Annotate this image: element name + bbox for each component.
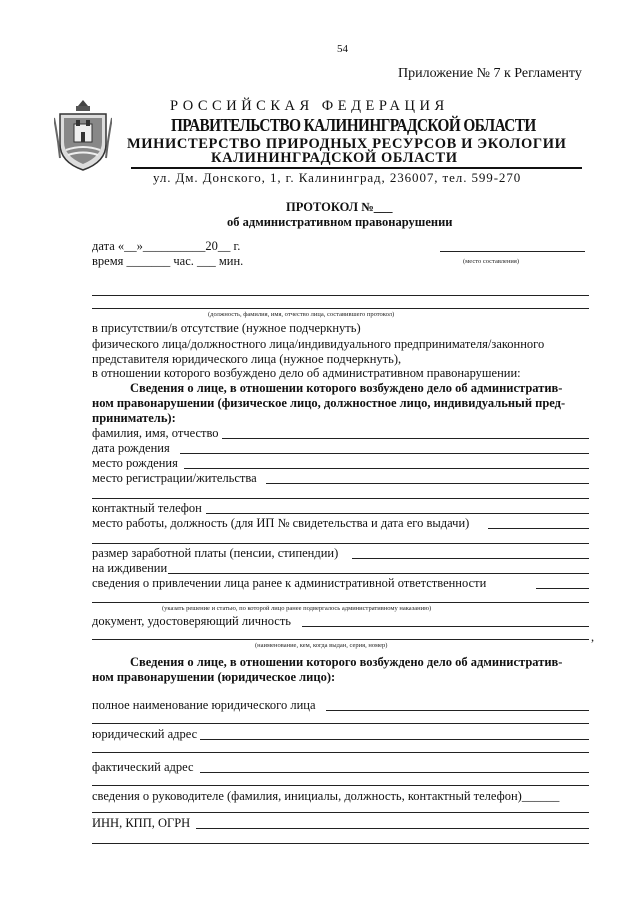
date-field[interactable]: дата «__»__________20__ г.	[92, 239, 241, 253]
presence-line-3: представителя юридического лица (нужное подчеркнуть),	[92, 352, 402, 366]
dependents-label: на иждивении	[92, 561, 168, 575]
document-input-2[interactable]	[92, 639, 589, 640]
full-name-input[interactable]	[326, 710, 589, 711]
prior-caption: (указать решение и статью, по которой лицо ранее подвергалось административному наказанию)	[162, 605, 432, 612]
document-label: документ, удостоверяющий личность	[92, 614, 292, 628]
work-label: место работы, должность (для ИП № свидетельства и дата его выдачи)	[92, 516, 470, 530]
legal-heading-1: Сведения о лице, в отношении которого возбуждено дело об административ-	[130, 655, 563, 669]
presence-line-2: физического лица/должностного лица/индивидуального предпринимателя/законного	[92, 337, 545, 351]
presence-line-1: в присутствии/в отсутствие (нужное подчеркнуть)	[92, 321, 361, 335]
legal-heading-2: ном правонарушении (юридическое лицо):	[92, 670, 336, 684]
page-number: 54	[337, 43, 348, 55]
work-input-2[interactable]	[92, 543, 589, 544]
tax-ids-label: ИНН, КПП, ОГРН	[92, 816, 191, 830]
prior-input-2[interactable]	[92, 602, 589, 603]
head-label: сведения о руководителе (фамилия, инициалы, должность, контактный телефон)______	[92, 789, 560, 803]
header-country: РОССИЙСКАЯ ФЕДЕРАЦИЯ	[170, 98, 449, 114]
official-line-1[interactable]	[92, 295, 589, 296]
tax-ids-input-2[interactable]	[92, 843, 589, 844]
full-name-label: полное наименование юридического лица	[92, 698, 316, 712]
place-caption: (место составления)	[463, 258, 520, 265]
header-rule	[131, 167, 582, 169]
fio-label: фамилия, имя, отчество	[92, 426, 219, 440]
person-heading-3: приниматель):	[92, 411, 176, 425]
person-heading-1: Сведения о лице, в отношении которого возбуждено дело об административ-	[130, 381, 563, 395]
place-line[interactable]	[440, 251, 585, 252]
coat-of-arms-emblem	[54, 98, 112, 172]
salary-input[interactable]	[352, 558, 589, 559]
legal-address-input-2[interactable]	[92, 752, 589, 753]
presence-line-4: в отношении которого возбуждено дело об административном правонарушении:	[92, 366, 521, 380]
registration-input-2[interactable]	[92, 498, 589, 499]
tax-ids-input[interactable]	[196, 828, 589, 829]
work-input[interactable]	[488, 528, 589, 529]
prior-label: сведения о привлечении лица ранее к административной ответственности	[92, 576, 487, 590]
protocol-title: ПРОТОКОЛ №___	[286, 200, 393, 214]
registration-input[interactable]	[266, 483, 589, 484]
fio-input[interactable]	[222, 438, 589, 439]
actual-address-label: фактический адрес	[92, 760, 194, 774]
phone-input[interactable]	[206, 513, 589, 514]
official-caption: (должность, фамилия, имя, отчество лица, составившего протокол)	[208, 311, 395, 318]
legal-address-input[interactable]	[200, 739, 589, 740]
header-government: ПРАВИТЕЛЬСТВО КАЛИНИНГРАДСКОЙ ОБЛАСТИ	[171, 115, 536, 135]
dependents-input[interactable]	[168, 573, 589, 574]
actual-address-input[interactable]	[200, 772, 589, 773]
full-name-input-2[interactable]	[92, 723, 589, 724]
official-line-2[interactable]	[92, 308, 589, 309]
header-ministry-line1: МИНИСТЕРСТВО ПРИРОДНЫХ РЕСУРСОВ И ЭКОЛОГИИ	[127, 136, 567, 152]
header-ministry-line2: КАЛИНИНГРАДСКОЙ ОБЛАСТИ	[211, 150, 458, 166]
head-input-2[interactable]	[92, 812, 589, 813]
document-comma: ,	[591, 630, 595, 644]
document-caption: (наименование, кем, когда выдан, серия, номер)	[255, 642, 388, 649]
salary-label: размер заработной платы (пенсии, стипендии)	[92, 546, 339, 560]
protocol-subtitle: об административном правонарушении	[227, 215, 453, 229]
legal-address-label: юридический адрес	[92, 727, 198, 741]
birth-place-input[interactable]	[184, 468, 589, 469]
birth-date-label: дата рождения	[92, 441, 170, 455]
actual-address-input-2[interactable]	[92, 785, 589, 786]
phone-label: контактный телефон	[92, 501, 202, 515]
document-input[interactable]	[302, 626, 589, 627]
time-field[interactable]: время _______ час. ___ мин.	[92, 254, 244, 268]
prior-input[interactable]	[536, 588, 589, 589]
birth-place-label: место рождения	[92, 456, 178, 470]
header-address: ул. Дм. Донского, 1, г. Калининград, 236007, тел. 599-270	[153, 170, 522, 185]
person-heading-2: ном правонарушении (физическое лицо, должностное лицо, индивидуальный пред-	[92, 396, 566, 410]
birth-date-input[interactable]	[180, 453, 589, 454]
registration-label: место регистрации/жительства	[92, 471, 257, 485]
appendix-label: Приложение № 7 к Регламенту	[398, 66, 582, 81]
